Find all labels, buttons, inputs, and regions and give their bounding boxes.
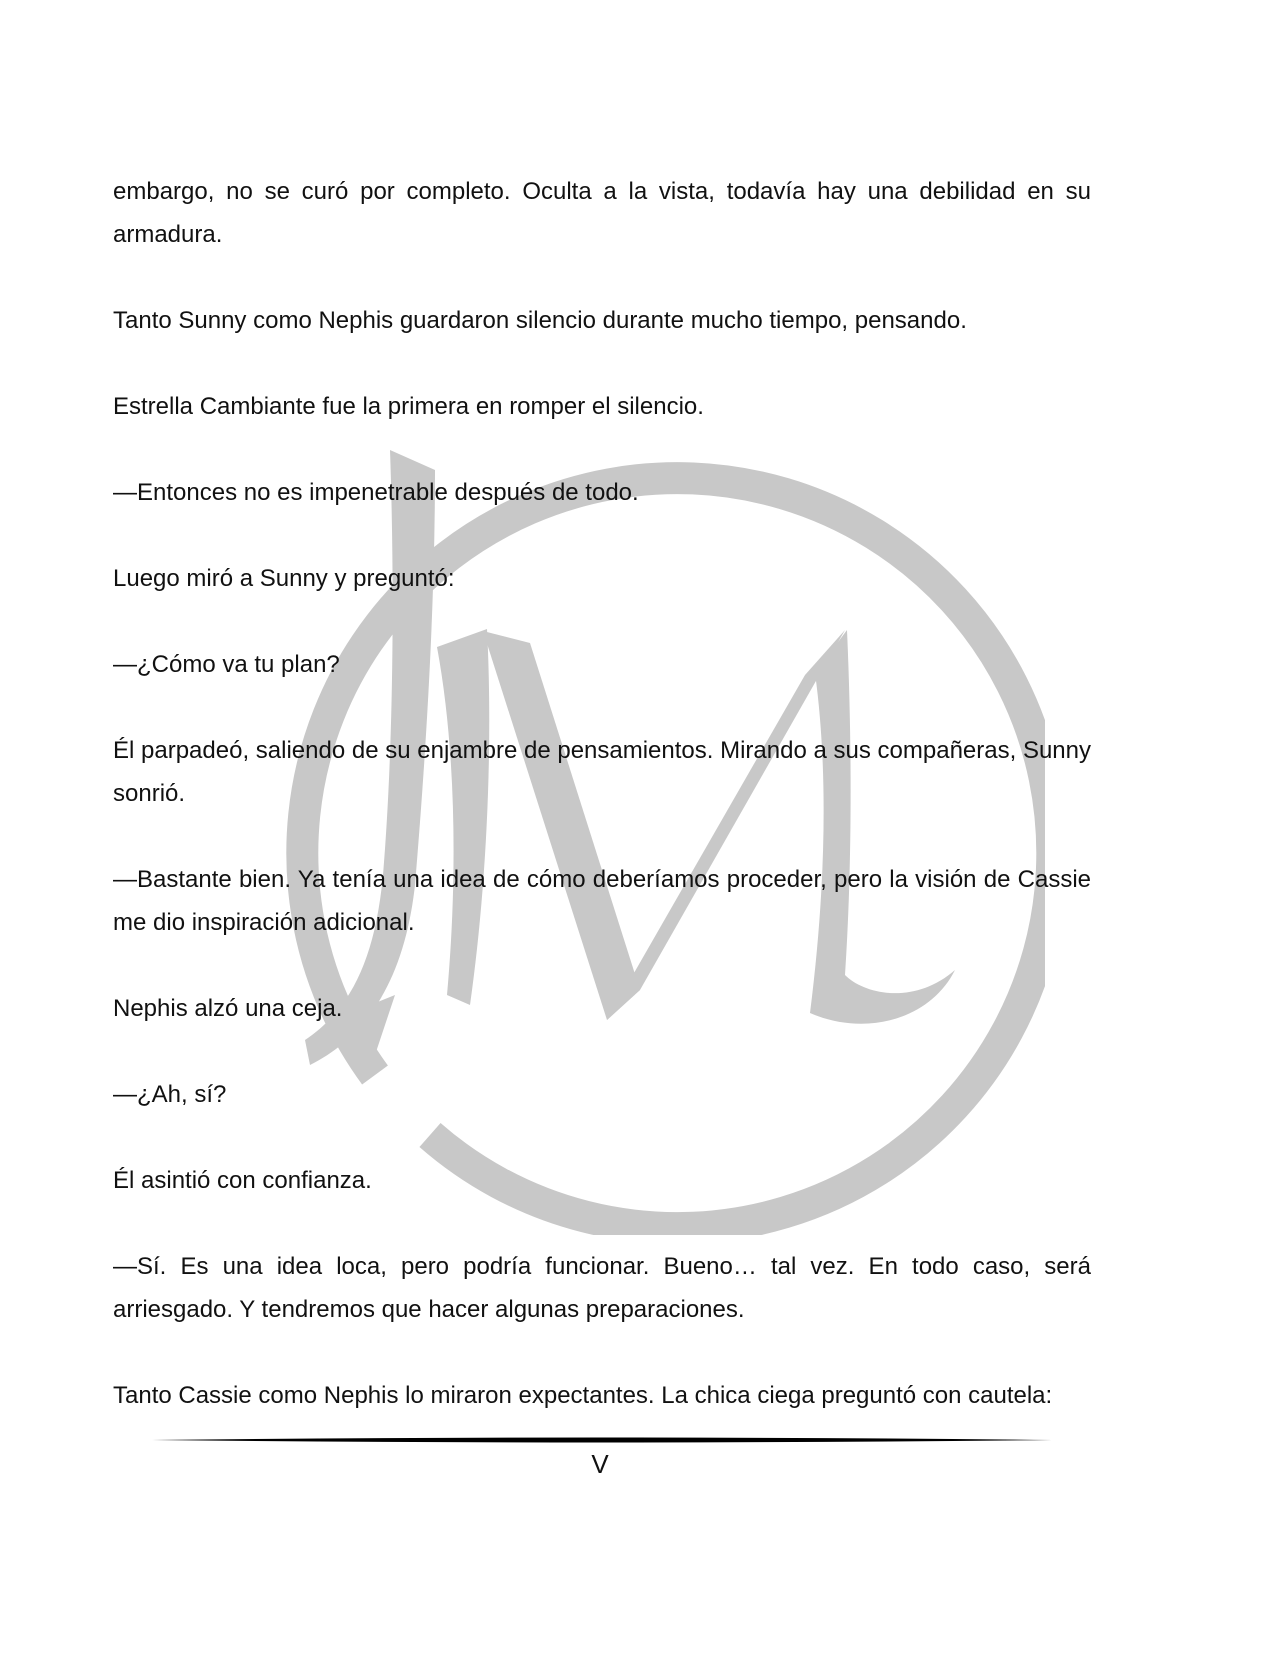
- paragraph-4: —Entonces no es impenetrable después de todo.: [113, 479, 639, 506]
- paragraph-9: Nephis alzó una ceja.: [113, 995, 343, 1022]
- paragraph-13: Tanto Cassie como Nephis lo miraron expectantes. La chica ciega preguntó con cautela:: [113, 1382, 1053, 1409]
- page-number: V: [591, 1449, 609, 1479]
- paragraph-11: Él asintió con confianza.: [113, 1167, 372, 1194]
- paragraph-12: —Sí. Es una idea loca, pero podría funcionar. Bueno… tal vez. En todo caso, será arriesgado. Y tendremos que hacer algunas preparaciones.: [113, 1253, 1091, 1323]
- body-text: [113, 170, 1091, 1417]
- paragraph-1: embargo, no se curó por completo. Oculta a la vista, todavía hay una debilidad en su armadura.: [113, 178, 1091, 248]
- footer-divider: [152, 1436, 1052, 1444]
- paragraph-8: —Bastante bien. Ya tenía una idea de cómo deberíamos proceder, pero la visión de Cassie me dio inspiración adicional.: [113, 866, 1091, 936]
- paragraph-6: —¿Cómo va tu plan?: [113, 651, 340, 678]
- paragraph-10: —¿Ah, sí?: [113, 1081, 227, 1108]
- paragraph-3: Estrella Cambiante fue la primera en romper el silencio.: [113, 393, 704, 420]
- paragraph-2: Tanto Sunny como Nephis guardaron silencio durante mucho tiempo, pensando.: [113, 307, 967, 334]
- paragraph-5: Luego miró a Sunny y preguntó:: [113, 565, 455, 592]
- paragraph-7: Él parpadeó, saliendo de su enjambre de pensamientos. Mirando a sus compañeras, Sunny sonrió.: [113, 737, 1091, 807]
